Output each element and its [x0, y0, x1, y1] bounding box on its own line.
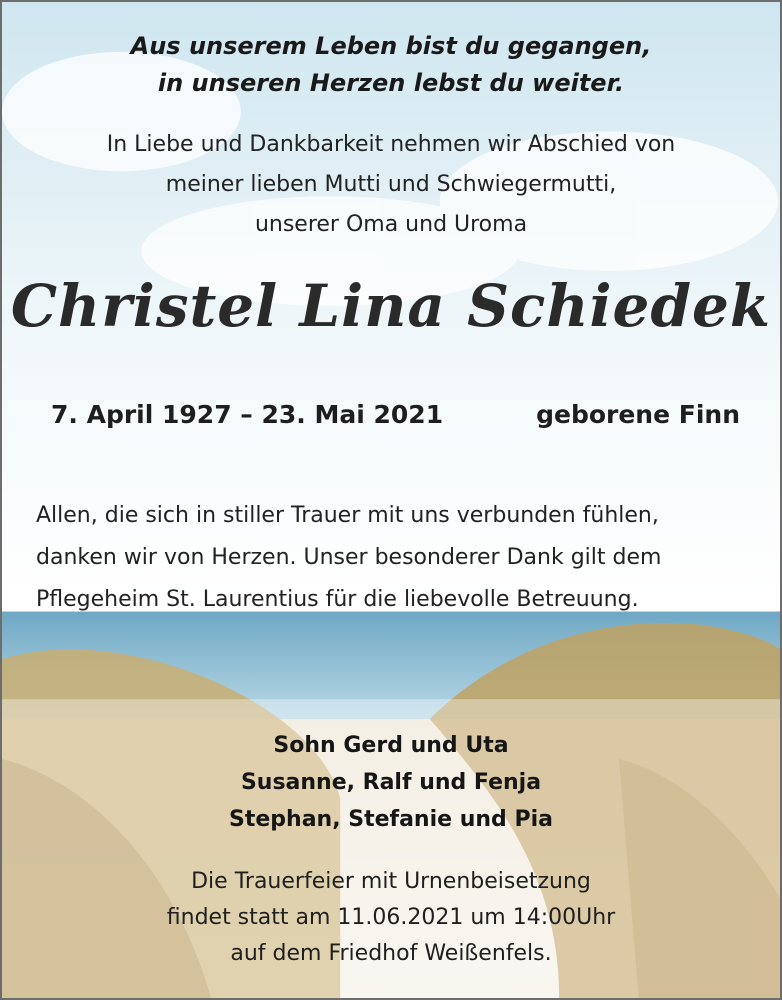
family-member: Stephan, Stefanie und Pia — [229, 807, 553, 832]
farewell-text — [2, 125, 780, 245]
funeral-line: auf dem Friedhof Weißenfels. — [230, 941, 552, 966]
farewell-line: unserer Oma und Uroma — [254, 212, 528, 237]
family-member: Sohn Gerd und Uta — [273, 733, 509, 758]
motto-text — [2, 28, 780, 102]
funeral-info — [2, 864, 780, 972]
farewell-line: meiner lieben Mutti und Schwiegermutti, — [165, 172, 617, 197]
family-member: Susanne, Ralf und Fenja — [240, 770, 542, 795]
life-dates: 7. April 1927 – 23. Mai 2021 — [51, 400, 444, 429]
thanks-line: danken wir von Herzen. Unser besonderer Dank gilt dem — [36, 545, 662, 570]
motto-line: Aus unserem Leben bist du gegangen, — [130, 32, 652, 60]
motto-line: in unseren Herzen lebst du weiter. — [157, 69, 625, 97]
thanks-line: Allen, die sich in stiller Trauer mit uns verbunden fühlen, — [36, 503, 659, 528]
funeral-line: findet statt am 11.06.2021 um 14:00Uhr — [166, 905, 616, 930]
thanks-text — [36, 495, 756, 621]
deceased-name: Christel Lina Schiedek — [10, 272, 772, 340]
thanks-line: Pflegeheim St. Laurentius für die liebevolle Betreuung. — [36, 587, 639, 612]
family-signatures — [2, 727, 780, 838]
funeral-line: Die Trauerfeier mit Urnenbeisetzung — [191, 869, 591, 894]
maiden-name: geborene Finn — [536, 400, 740, 429]
farewell-line: In Liebe und Dankbarkeit nehmen wir Abschied von — [106, 132, 676, 157]
